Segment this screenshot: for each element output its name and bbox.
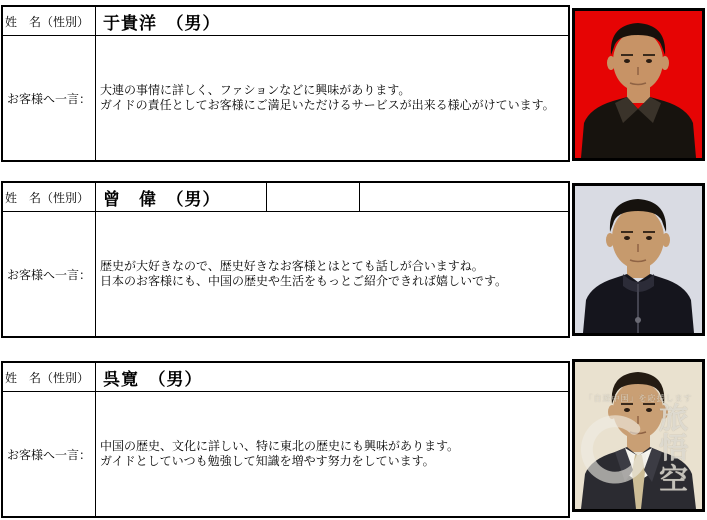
guide-photo-illustration: [575, 362, 702, 509]
guide-card-1: [0, 5, 707, 163]
guide-photo-illustration: [575, 11, 702, 158]
comment-line-2: ガイドとしていつも勉強して知識を増やす努力をしています。: [100, 454, 435, 468]
comment-label-cell: お客様へ一言：: [3, 212, 96, 336]
comment-line-1: 中国の歴史、文化に詳しい、特に東北の歴史にも興味があります。: [100, 439, 460, 453]
comment-row: [3, 212, 568, 336]
watermark-logo-text: 旅悟空: [659, 402, 692, 496]
empty-cell: [267, 183, 360, 211]
guide-comment: [96, 212, 568, 336]
empty-cell: [360, 183, 568, 211]
name-label-cell: 姓 名（性別）: [3, 183, 96, 211]
name-label-cell: 姓 名（性別）: [3, 363, 96, 391]
guide-comment: [96, 392, 568, 516]
guide-name: 呉寛 （男）: [103, 369, 203, 389]
comment-line-2: ガイドの責任としてお客様にご満足いただけるサービスが出来る様心がけています。: [100, 98, 555, 112]
name-row: [3, 363, 568, 392]
guide-photo-illustration: [575, 186, 702, 333]
guide-info-table: [1, 181, 570, 338]
comment-line-2: 日本のお客様にも、中国の歴史や生活をもっとご紹介できれば嬉しいです。: [100, 274, 508, 288]
guide-name: 于貴洋 （男）: [103, 13, 221, 33]
guide-comment: [96, 36, 568, 160]
name-row: [3, 183, 568, 212]
comment-row: [3, 392, 568, 516]
watermark-slogan: 「自遊中国」を応援します: [584, 394, 693, 404]
comment-line-1: 歴史が大好きなので、歴史好きなお客様とはとても話しが合いますね。: [100, 259, 484, 273]
guide-photo: [572, 359, 705, 512]
name-row: [3, 7, 568, 36]
comment-label-cell: お客様へ一言：: [3, 392, 96, 516]
comment-row: [3, 36, 568, 160]
guide-info-table: [1, 361, 570, 518]
guide-photo: [572, 8, 705, 161]
comment-line-1: 大連の事情に詳しく、ファションなどに興味があります。: [100, 83, 411, 97]
guide-info-table: [1, 5, 570, 162]
name-label-cell: 姓 名（性別）: [3, 7, 96, 35]
guide-name: 曾 偉 （男）: [96, 183, 267, 211]
guide-card-2: [0, 181, 707, 339]
guide-card-3: [0, 361, 707, 519]
comment-label-cell: お客様へ一言：: [3, 36, 96, 160]
guide-photo: [572, 183, 705, 336]
